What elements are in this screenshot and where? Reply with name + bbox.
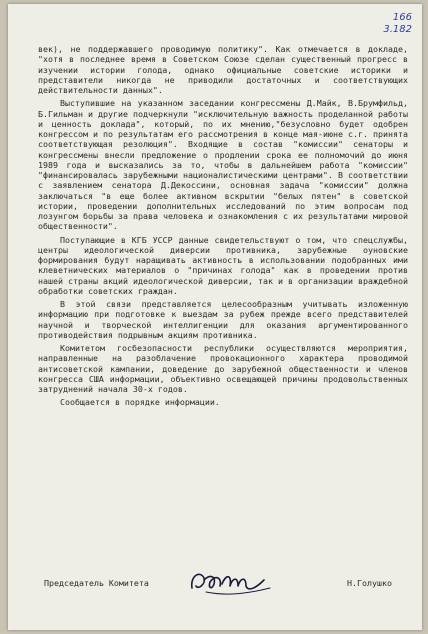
archive-mark	[383, 12, 412, 36]
paragraph-5: Комитетом госбезопасности республики осуществляются мероприятия, направленные на разоблачение провокационного характера проводимой антисоветской кампании, доведение до зарубежной общественности и членов конгресса США информации, объективно освещающей причины продовольственных затруднений начала 30-х годов.	[38, 343, 408, 394]
document-page	[8, 4, 422, 630]
signatory-name: Н.Голушко	[347, 578, 392, 588]
signature-block	[44, 576, 404, 600]
handwritten-signature	[186, 566, 276, 602]
paragraph-6: Сообщается в порядке информации.	[60, 397, 220, 408]
paragraph-4: В этой связи представляется целесообразным учитывать изложенную информацию при подготовке к выездам за рубеж прежде всего представителей научной и творческой интеллигенции для оказания аргументированного противодействия подрывным акциям противника.	[38, 299, 408, 340]
paragraph-1: век), не поддержавшего проводимую политику". Как отмечается в докладе, "хотя в последнее время в Советском Союзе сделан существенный прогресс в изучении истории голода, однако официальные советские историки и представители никогда не приводили достаточных и соответствующих действительности данных".	[38, 44, 408, 95]
signatory-position: Председатель Комитета	[44, 578, 149, 588]
paragraph-2: Выступившие на указанном заседании конгрессмены Д.Майк, В.Брумфильд, Б.Гильман и другие подчеркнули "исключительную важность проделанной работы и ценность доклада", который, по их мнению,"безусловно будет одобрен конгрессом и по результатам его рассмотрения в конце мая-июне с.г. принята соответствующая резолюция". Входящие в состав "комиссии" сенаторы и конгрессмены внесли предложение о продлении срока ее полномочий до июня 1989 года и высказались за то, чтобы в дальнейшем работа "комиссии" "финансировалась зарубежными националистическими центрами". В соответствии с заявлением сенатора Д.Декоссини, основная задача "комиссии" должна заключаться "в еще более активном вскрытии "белых пятен" в советской истории, проведении дополнительных исследований по этим вопросам под лозунгом борьбы за права человека и ознакомления с их результатами мировой общественности".	[38, 98, 408, 232]
archive-folio-number: 166	[392, 12, 412, 23]
document-body	[38, 44, 408, 411]
paragraph-3: Поступающие в КГБ УССР данные свидетельствуют о том, что спецслужбы, центры идеологической диверсии противника, зарубежные оуновские формирования будут наращивать активность в использовании подобранных ими клеветнических материалов о "причинах голода" как в проведении против нашей страны акций идеологической диверсии, так и в организации враждебной обработки советских граждан.	[38, 234, 408, 296]
archive-sheet-number: 3.182	[383, 24, 412, 35]
